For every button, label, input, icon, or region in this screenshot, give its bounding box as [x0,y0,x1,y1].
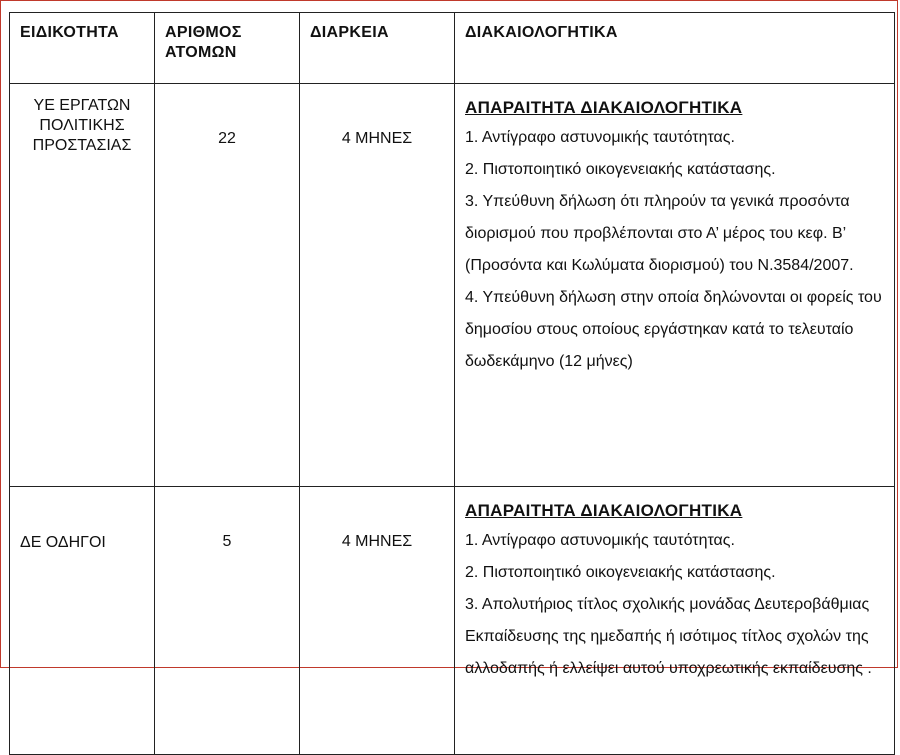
specialty-line: ΥΕ ΕΡΓΑΤΩΝ [33,97,131,114]
header-documents: ΔΙΑΚΑΙΟΛΟΓΗΤΙΚΑ [455,13,895,84]
header-count-line1: ΑΡΙΘΜΟΣ [165,24,242,41]
header-count-line2: ΑΤΟΜΩΝ [165,44,237,61]
header-specialty: ΕΙΔΙΚΟΤΗΤΑ [10,13,155,84]
header-duration: ΔΙΑΡΚΕΙΑ [300,13,455,84]
requirements-table [9,12,895,755]
document-item: 2. Πιστοποιητικό οικογενειακής κατάστασης. [465,564,776,581]
document-item: 3. Υπεύθυνη δήλωση ότι πληρούν τα γενικά προσόντα διορισμού που προβλέπονται στο Α’ μέρος του κεφ. Β’ (Προσόντα και Κωλύματα διορισμού) του Ν.3584/2007. [465,193,854,274]
documents-cell [455,487,895,755]
table-row [10,487,895,755]
specialty-line: ΔΕ ΟΔΗΓΟΙ [20,534,106,551]
document-item: 4. Υπεύθυνη δήλωση στην οποία δηλώνονται οι φορείς του δημοσίου στους οποίους εργάστηκαν κατά το τελευταίο δωδεκάμηνο (12 μήνες) [465,289,882,370]
header-count [155,13,300,84]
count-cell: 22 [155,84,300,487]
documents-title: ΑΠΑΡΑΙΤΗΤΑ ΔΙΑΚΑΙΟΛΟΓΗΤΙΚΑ [465,98,743,117]
specialty-line: ΠΡΟΣΤΑΣΙΑΣ [32,137,132,154]
document-item: 3. Απολυτήριος τίτλος σχολικής μονάδας Δευτεροβάθμιας Εκπαίδευσης της ημεδαπής ή ισότιμος τίτλος σχολών της αλλοδαπής ή ελλείψει αυτού υποχρεωτικής εκπαίδευσης . [465,596,872,677]
specialty-cell [10,487,155,755]
duration-cell: 4 ΜΗΝΕΣ [300,84,455,487]
table-header-row [10,13,895,84]
documents-cell [455,84,895,487]
document-item: 1. Αντίγραφο αστυνομικής ταυτότητας. [465,532,735,549]
count-cell: 5 [155,487,300,755]
duration-cell: 4 ΜΗΝΕΣ [300,487,455,755]
specialty-line: ΠΟΛΙΤΙΚΗΣ [39,117,125,134]
specialty-cell [10,84,155,487]
document-item: 1. Αντίγραφο αστυνομικής ταυτότητας. [465,129,735,146]
table-row [10,84,895,487]
document-item: 2. Πιστοποιητικό οικογενειακής κατάστασης. [465,161,776,178]
documents-title: ΑΠΑΡΑΙΤΗΤΑ ΔΙΑΚΑΙΟΛΟΓΗΤΙΚΑ [465,501,743,520]
